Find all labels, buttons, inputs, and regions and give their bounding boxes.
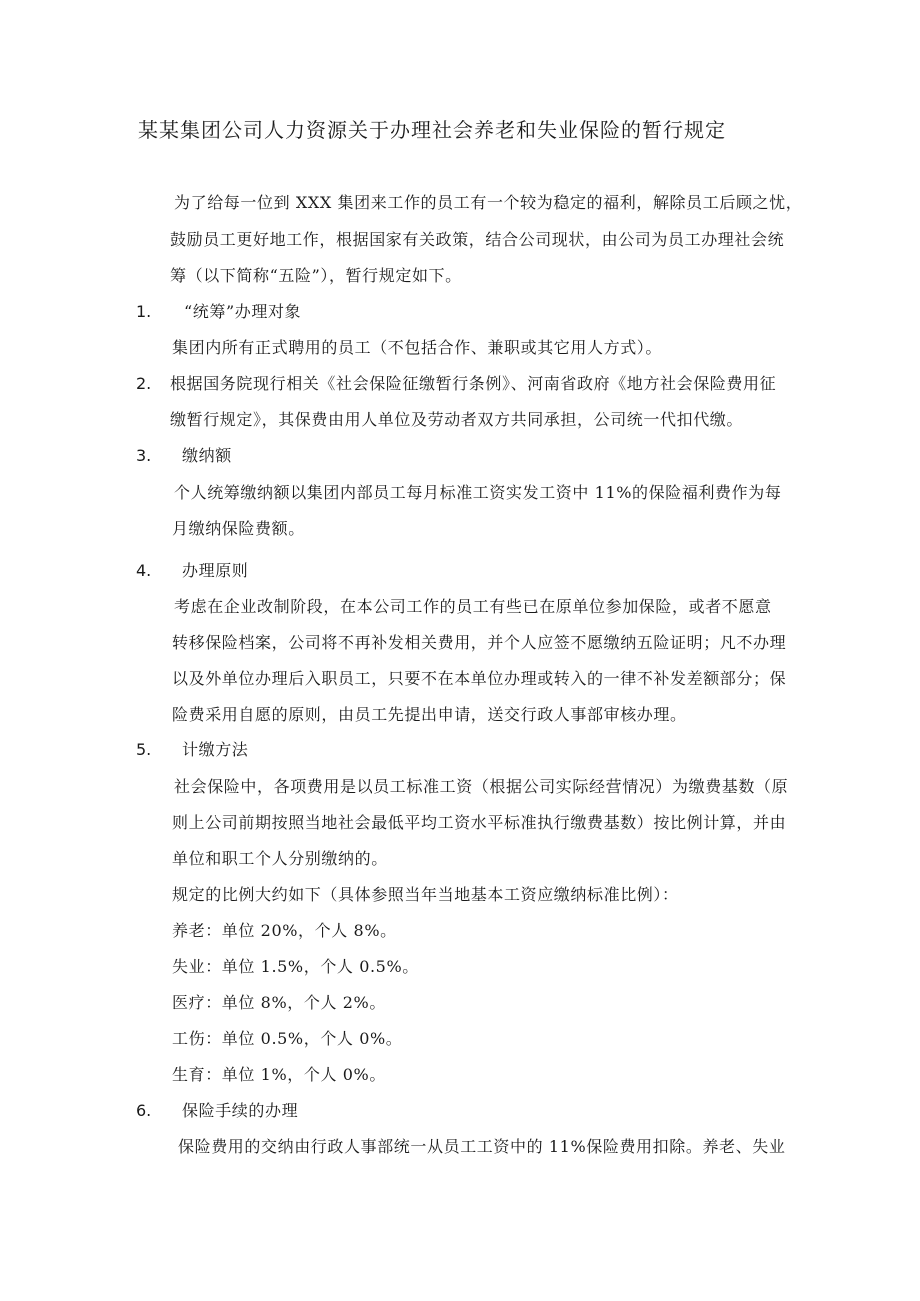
- section-4-line-3: 以及外单位办理后入职员工，只要不在本单位办理或转入的一律不补发差额部分；保: [172, 669, 787, 688]
- section-4-heading: 办理原则: [182, 561, 249, 580]
- intro-line-2: 鼓励员工更好地工作，根据国家有关政策，结合公司现状，由公司为员工办理社会统: [170, 230, 785, 249]
- section-6-line-1: 保险费用的交纳由行政人事部统一从员工工资中的 11%保险费用扣除。养老、失业: [178, 1137, 786, 1156]
- section-4-line-1: 考虑在企业改制阶段，在本公司工作的员工有些已在原单位参加保险，或者不愿意: [174, 597, 772, 616]
- section-6-number: 6.: [136, 1101, 152, 1120]
- section-6-heading: 保险手续的办理: [182, 1101, 299, 1120]
- section-2-number: 2.: [136, 374, 152, 393]
- section-5-line-4: 规定的比例大约如下（具体参照当年当地基本工资应缴纳标准比例）：: [172, 885, 679, 904]
- section-5-rate-unemployment: 失业：单位 1.5%，个人 0.5%。: [172, 957, 419, 976]
- section-2-line-1: 缴暂行规定》，其保费由用人单位及劳动者双方共同承担，公司统一代扣代缴。: [170, 410, 744, 429]
- section-1-line-1: 集团内所有正式聘用的员工（不包括合作、兼职或其它用人方式）。: [172, 338, 663, 357]
- section-4-line-4: 险费采用自愿的原则，由员工先提出申请，送交行政人事部审核办理。: [172, 705, 687, 724]
- section-2-heading: 根据国务院现行相关《社会保险征缴暂行条例》、河南省政府《地方社会保险费用征: [170, 374, 777, 393]
- section-3-heading: 缴纳额: [182, 446, 232, 465]
- section-5-rate-injury: 工伤：单位 0.5%，个人 0%。: [172, 1029, 403, 1048]
- section-3-line-1: 个人统筹缴纳额以集团内部员工每月标准工资实发工资中 11%的保险福利费作为每: [174, 483, 782, 502]
- document-title: 某某集团公司人力资源关于办理社会养老和失业保险的暂行规定: [138, 118, 726, 142]
- intro-line-3: 筹（以下简称“五险”），暂行规定如下。: [170, 266, 462, 285]
- section-5-rate-pension: 养老：单位 20%，个人 8%。: [172, 921, 397, 940]
- section-5-line-3: 单位和职工个人分别缴纳的。: [172, 849, 388, 868]
- section-5-line-2: 则上公司前期按照当地社会最低平均工资水平标准执行缴费基数）按比例计算，并由: [172, 813, 787, 832]
- section-1-heading: “统筹”办理对象: [184, 302, 302, 321]
- section-1-number: 1.: [136, 302, 152, 321]
- section-3-line-2: 月缴纳保险费额。: [172, 519, 305, 538]
- section-4-line-2: 转移保险档案，公司将不再补发相关费用，并个人应签不愿缴纳五险证明；凡不办理: [172, 633, 787, 652]
- intro-line-1: 为了给每一位到 XXX 集团来工作的员工有一个较为稳定的福利，解除员工后顾之忧，: [174, 193, 803, 212]
- section-5-heading: 计缴方法: [182, 740, 249, 759]
- section-5-number: 5.: [136, 740, 152, 759]
- section-3-number: 3.: [136, 446, 152, 465]
- section-5-line-1: 社会保险中，各项费用是以员工标准工资（根据公司实际经营情况）为缴费基数（原: [174, 777, 789, 796]
- section-5-rate-maternity: 生育：单位 1%，个人 0%。: [172, 1065, 386, 1084]
- section-4-number: 4.: [136, 561, 152, 580]
- section-5-rate-medical: 医疗：单位 8%，个人 2%。: [172, 993, 386, 1012]
